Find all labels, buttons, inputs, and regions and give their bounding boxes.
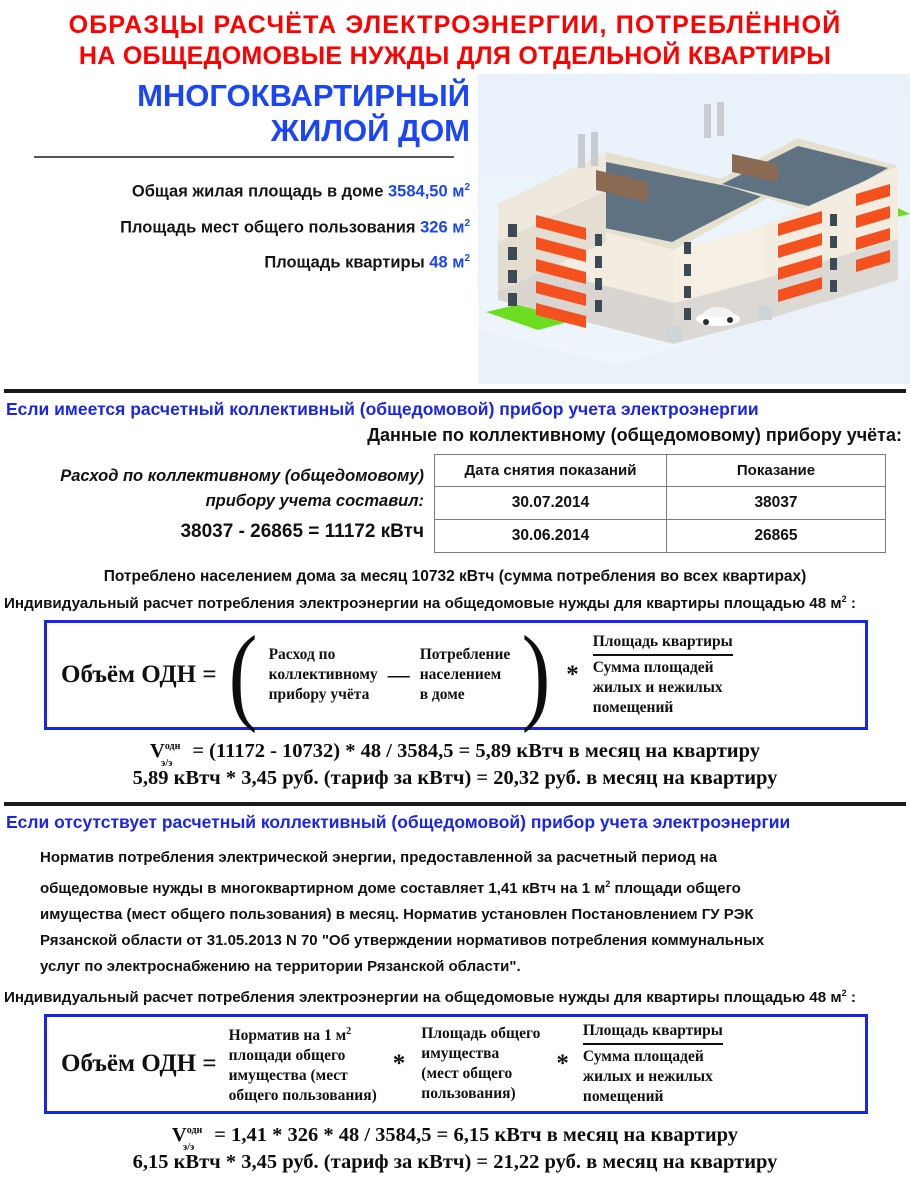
paragraph-line <box>40 871 888 902</box>
term-line: прибору учёта <box>268 686 370 704</box>
page-title-line-1: ОБРАЗЦЫ РАСЧЁТА ЭЛЕКТРОЭНЕРГИИ, ПОТРЕБЛЁННОЙ <box>68 11 842 39</box>
term-line: коллективному <box>268 666 378 684</box>
formula-box-with-meter <box>44 615 868 735</box>
fraction-denominator <box>593 656 733 718</box>
v-subscript: э/э <box>182 1142 195 1154</box>
normative-paragraph <box>0 835 910 980</box>
section-2-result-line-2: 6,15 кВтч * 3,45 руб. (тариф за кВтч) = 21,22 руб. в месяц на квартиру <box>132 1151 778 1174</box>
den-line: жилых и нежилых <box>592 679 723 697</box>
term-line <box>229 1022 377 1046</box>
paragraph-text: общедомовые нужды в многоквартирном доме составляет 1,41 кВтч на 1 м <box>40 880 606 898</box>
term-line: (мест общего <box>421 1065 513 1083</box>
building-facts-list <box>0 172 470 279</box>
term-line: площади общего <box>228 1047 346 1065</box>
page-title <box>0 0 910 74</box>
note-suffix: : <box>846 595 856 613</box>
term-text: Норматив на 1 м <box>228 1027 347 1045</box>
note-text: Индивидуальный расчет потребления электроэнергии на общедомовые нужды для квартиры площадью 48 м <box>4 595 842 613</box>
fact-unit-sup: 2 <box>464 253 470 264</box>
fact-unit-sup: 2 <box>464 217 470 229</box>
meter-consumption-summary <box>0 464 432 547</box>
formula-2-term-2 <box>415 1024 546 1104</box>
fraction-numerator: Площадь квартиры <box>583 1021 723 1045</box>
meter-summary-line-2: прибору учета составил: <box>205 492 424 510</box>
paragraph-line: Рязанской области от 31.05.2013 N 70 "Об утверждении нормативов потребления коммунальных <box>40 932 765 950</box>
term-line: имущества <box>421 1045 500 1063</box>
meter-readings-table <box>434 454 886 553</box>
v-superscript: одн <box>186 1125 203 1137</box>
building-illustration <box>478 74 910 384</box>
fact-common-area <box>0 208 470 244</box>
section-1-result-line-1 <box>0 730 910 770</box>
formula-2-fraction <box>579 1021 727 1107</box>
formula-2-term-1 <box>223 1022 383 1106</box>
hero-subtitle-line-2: ЖИЛОЙ ДОМ <box>270 113 470 148</box>
close-paren-glyph: ) <box>521 615 551 735</box>
cell-date: 30.06.2014 <box>435 520 667 553</box>
note-text: Индивидуальный расчет потребления электроэнергии на общедомовые нужды для квартиры площадью 48 м <box>4 989 842 1007</box>
meter-difference-value: 38037 - 26865 = 11172 кВтч <box>180 521 424 542</box>
den-line: помещений <box>582 1088 664 1106</box>
formula-1-fraction <box>589 632 737 718</box>
fact-label: Площадь мест общего пользования <box>120 218 416 236</box>
fact-value: 326 м <box>420 218 465 236</box>
paragraph-sup: 2 <box>605 879 611 890</box>
column-header-reading: Показание <box>667 455 886 487</box>
section-2-heading: Если отсутствует расчетный коллективный (общедомовой) прибор учета электроэнергии <box>6 812 791 833</box>
hero-subtitle-line-1: МНОГОКВАРТИРНЫЙ <box>137 78 470 113</box>
formula-1-minus-operator: — <box>387 662 410 688</box>
paragraph-line: Норматив потребления электрической энергии, предоставленной за расчетный период на <box>40 849 718 867</box>
term-line: пользования) <box>421 1085 516 1103</box>
fraction-denominator <box>583 1045 723 1107</box>
fact-unit-sup: 2 <box>464 182 470 193</box>
apartment-building-image <box>478 74 910 384</box>
meter-data-row <box>0 454 910 566</box>
formula-1-term-1 <box>263 645 384 705</box>
fraction-numerator: Площадь квартиры <box>593 632 733 656</box>
formula-2-lhs: Объём ОДН = <box>61 1050 217 1078</box>
population-consumption-note: Потреблено населением дома за месяц 10732 кВтч (сумма потребления во всех квартирах) <box>103 568 807 585</box>
section-1-result-line-2: 5,89 кВтч * 3,45 руб. (тариф за кВтч) = 20,32 руб. в месяц на квартиру <box>132 767 778 790</box>
term-line: Потребление <box>419 646 511 664</box>
fact-label: Общая жилая площадь в доме <box>131 182 384 201</box>
den-line: жилых и нежилых <box>582 1068 713 1086</box>
formula-2-multiply-operator-2: * <box>556 1050 569 1078</box>
result-expression: = 1,41 * 326 * 48 / 3584,5 = 6,15 кВтч в месяц на квартиру <box>214 1124 739 1147</box>
den-line: Сумма площадей <box>592 659 714 677</box>
note-suffix: : <box>846 989 856 1007</box>
cell-reading: 26865 <box>667 520 886 553</box>
term-line: населением <box>419 666 502 684</box>
volume-symbol <box>171 1124 203 1154</box>
section-2-result-line-1 <box>0 1114 910 1154</box>
hero-divider <box>34 156 454 158</box>
fact-label: Площадь квартиры <box>264 253 425 272</box>
term-line: Площадь общего <box>421 1025 541 1043</box>
section-1-individual-calc-note <box>0 586 910 612</box>
section-2-individual-calc-note <box>0 980 910 1006</box>
term-line: общего пользования) <box>228 1087 377 1105</box>
table-row <box>435 487 886 520</box>
v-letter: V <box>171 1124 187 1147</box>
volume-symbol <box>150 740 181 770</box>
meter-table-caption: Данные по коллективному (общедомовому) прибору учёта: <box>367 425 902 445</box>
cell-date: 30.07.2014 <box>435 487 667 520</box>
v-subscript: э/э <box>161 758 173 770</box>
section-1-heading: Если имеется расчетный коллективный (общедомовой) прибор учета электроэнергии <box>6 399 759 419</box>
table-row <box>435 520 886 553</box>
fact-value: 3584,50 м <box>388 182 465 201</box>
v-letter: V <box>150 740 165 763</box>
hero-subtitle <box>0 74 470 148</box>
term-line: в доме <box>419 686 465 704</box>
v-superscript: одн <box>164 741 181 753</box>
formula-box-without-meter <box>44 1014 868 1114</box>
paragraph-line: услуг по электроснабжению на территории Рязанской области". <box>40 958 521 976</box>
term-sup: 2 <box>346 1026 352 1038</box>
column-header-date: Дата снятия показаний <box>435 455 667 487</box>
fact-apartment-area <box>0 243 470 279</box>
formula-1-term-2 <box>414 645 517 705</box>
fact-total-living-area <box>0 172 470 208</box>
den-line: помещений <box>592 699 674 717</box>
hero-section <box>0 74 910 389</box>
formula-1-multiply-operator: * <box>566 661 579 689</box>
term-line: Расход по <box>268 646 336 664</box>
term-line: имущества (мест <box>228 1067 348 1085</box>
hero-left-panel <box>0 74 478 279</box>
cell-reading: 38037 <box>667 487 886 520</box>
formula-2-multiply-operator-1: * <box>392 1050 406 1078</box>
open-paren-glyph: ( <box>228 615 257 735</box>
paragraph-text-end: площади общего <box>610 880 741 898</box>
table-header-row <box>435 455 886 487</box>
note-sup: 2 <box>841 594 847 604</box>
page-title-line-2: НА ОБЩЕДОМОВЫЕ НУЖДЫ ДЛЯ ОТДЕЛЬНОЙ КВАРТИРЫ <box>78 42 832 70</box>
formula-1-lhs: Объём ОДН = <box>61 661 217 689</box>
paragraph-line: имущества (мест общего пользования) в месяц. Норматив установлен Постановлением ГУ РЭК <box>40 906 754 924</box>
fact-value: 48 м <box>429 253 465 272</box>
den-line: Сумма площадей <box>582 1048 704 1066</box>
result-expression: = (11172 - 10732) * 48 / 3584,5 = 5,89 кВтч в месяц на квартиру <box>192 740 760 763</box>
meter-summary-line-1: Расход по коллективному (общедомовому) <box>60 467 424 485</box>
note-sup: 2 <box>841 988 847 999</box>
